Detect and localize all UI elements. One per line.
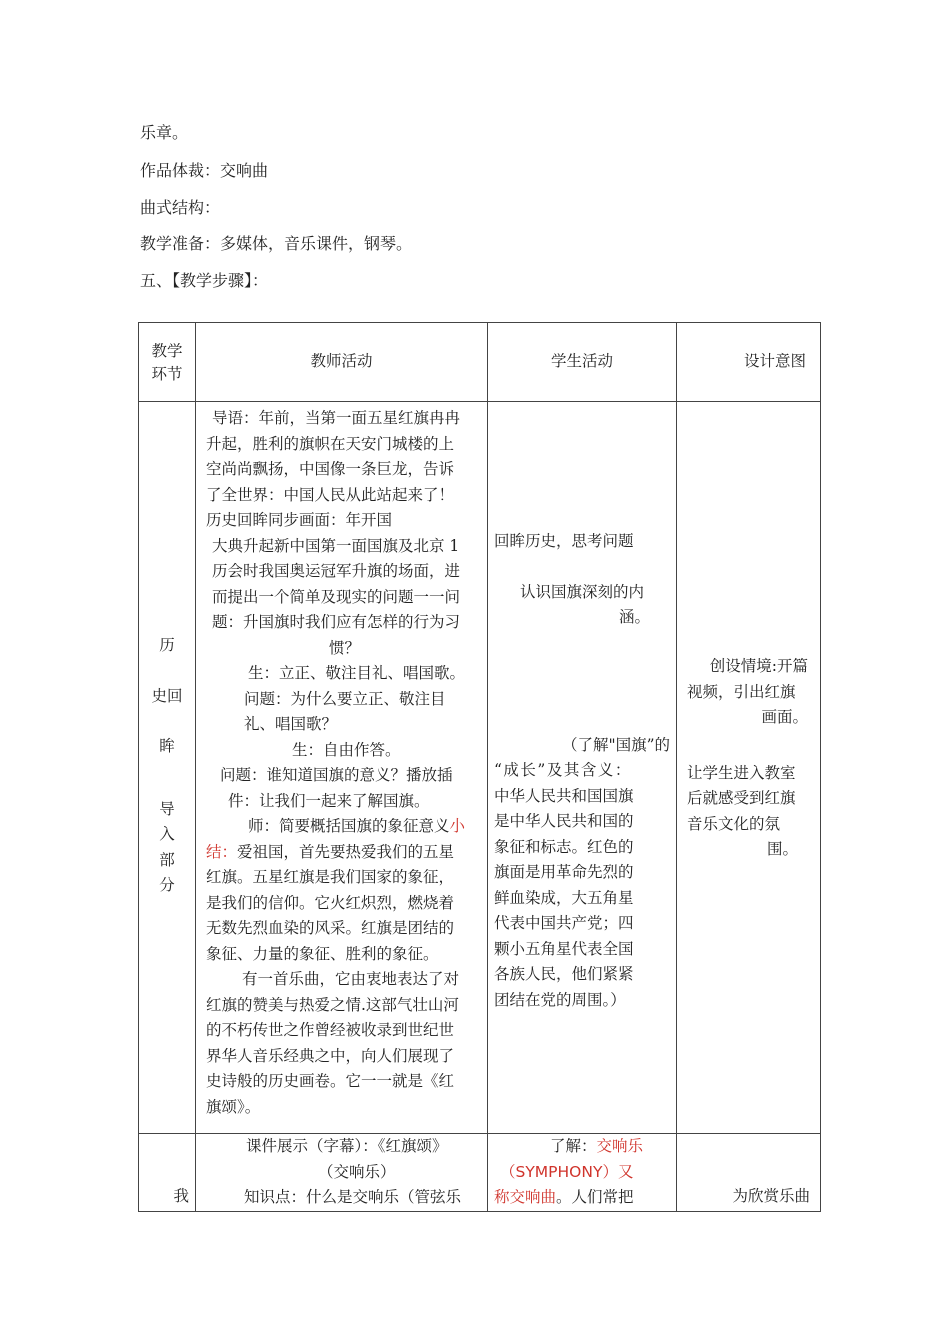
stage-char: 史回 xyxy=(151,686,183,705)
text-line: 红旗。五星红旗是我们国家的象征， xyxy=(206,868,455,886)
text-line: 代表中国共产党；四 xyxy=(494,914,634,932)
text-line: 史诗般的历史画卷。它一一就是《红 xyxy=(206,1072,455,1090)
text-line: 后就感受到红旗 xyxy=(687,789,796,807)
table-row xyxy=(139,1134,821,1212)
text-line xyxy=(494,1134,670,1160)
text-line: 涵。 xyxy=(618,608,650,626)
text-line: 大典升起新中国第一面国旗及北京 1 xyxy=(212,536,460,555)
intro-line-1: 乐章。 xyxy=(140,123,189,142)
text-line: 导语：年前，当第一面五星红旗冉冉 xyxy=(212,409,461,427)
text-line: 音乐文化的氛 xyxy=(687,814,781,833)
symphony-alias-term: 称交响曲 xyxy=(494,1188,557,1206)
text-line: 生：自由作答。 xyxy=(292,740,401,759)
text-line: 是中华人民共和国的 xyxy=(494,812,634,830)
text-line xyxy=(206,814,483,840)
text-line: 鲜血染成，大五角星 xyxy=(494,888,634,907)
stage-char: 导 xyxy=(159,799,175,818)
text-line: 围。 xyxy=(766,840,798,858)
text-line: 空尚尚飘扬，中国像一条巨龙，告诉 xyxy=(206,460,455,478)
text-line: 视频，引出红旗 xyxy=(687,682,796,701)
text-line: 团结在党的周围。） xyxy=(494,990,626,1009)
text-line: 认识国旗深刻的内 xyxy=(520,582,645,601)
header-student: 学生活动 xyxy=(488,323,677,402)
text-line: 历会时我国奥运冠军升旗的场面，进 xyxy=(212,562,461,580)
text-line: 象征和标志。红色的 xyxy=(494,837,634,856)
stage-cell-history xyxy=(139,402,196,1134)
text-line: 生：立正、敬注目礼、唱国歌。 xyxy=(248,664,466,682)
text-line: 界华人音乐经典之中，向人们展现了 xyxy=(206,1046,455,1065)
student-activity-cell xyxy=(488,402,677,1134)
text-segment: 。人们常把 xyxy=(556,1188,634,1206)
text-line: 各族人民，他们紧紧 xyxy=(494,965,634,983)
design-intent-cell xyxy=(677,402,821,1134)
text-line: 是我们的信仰。它火红炽烈，燃烧着 xyxy=(206,893,455,912)
stage-char: 入 xyxy=(159,825,175,843)
stage-char: 我 xyxy=(173,1187,189,1205)
intro-line-2: 作品体裁：交响曲 xyxy=(140,161,269,180)
text-line: 回眸历史，思考问题 xyxy=(494,532,634,550)
stage-cell-2 xyxy=(139,1134,196,1212)
text-segment: 师：简要概括国旗的象征意义 xyxy=(248,817,450,835)
intro-line-4: 教学准备：多媒体，音乐课件，钢琴。 xyxy=(140,234,413,253)
student-activity-cell-2 xyxy=(488,1134,677,1212)
intro-line-3: 曲式结构： xyxy=(140,198,221,217)
teaching-steps-table xyxy=(138,322,821,1212)
text-line: 有一首乐曲，它由衷地表达了对 xyxy=(242,970,460,988)
text-segment: 了解： xyxy=(550,1137,597,1155)
teacher-activity-cell-2 xyxy=(196,1134,488,1212)
text-line: 颗小五角星代表全国 xyxy=(494,939,634,958)
text-line: 中华人民共和国国旗 xyxy=(494,786,634,805)
text-line: 课件展示（字幕）：《红旗颂》 xyxy=(246,1137,448,1155)
header-intent: 设计意图 xyxy=(677,323,821,402)
summary-label-highlight: 结： xyxy=(206,842,238,861)
text-line: “成长”及其含义： xyxy=(494,761,632,779)
text-line: 了全世界：中国人民从此站起来了！ xyxy=(206,485,455,504)
table-header-row xyxy=(139,323,821,402)
text-line: 惯？ xyxy=(328,638,360,657)
text-line: 象征、力量的象征、胜利的象征。 xyxy=(206,944,439,963)
text-line: 问题：为什么要立正、敬注目 xyxy=(244,689,446,708)
header-teacher: 教师活动 xyxy=(196,323,488,402)
text-line: （了解"国旗”的 xyxy=(561,735,670,754)
header-stage xyxy=(139,323,196,402)
stage-char: 历 xyxy=(159,636,175,654)
stage-char: 部 xyxy=(159,850,175,869)
text-line: （交响乐） xyxy=(318,1162,396,1181)
text-line: 件：让我们一起来了解国旗。 xyxy=(228,791,430,810)
text-line: 画面。 xyxy=(761,708,808,726)
text-line xyxy=(206,840,483,866)
table-row xyxy=(139,402,821,1134)
text-line: 创设情境:开篇 xyxy=(709,657,808,675)
stage-char: 眸 xyxy=(159,737,175,755)
text-line: 题：升国旗时我们应有怎样的行为习 xyxy=(212,613,461,631)
teacher-activity-cell xyxy=(196,402,488,1134)
text-line: 而提出一个简单及现实的问题一一问 xyxy=(212,587,461,606)
text-line: 的不朽传世之作曾经被收录到世纪世 xyxy=(206,1021,455,1039)
text-line: 红旗的赞美与热爱之情.这部气壮山河 xyxy=(206,995,459,1014)
text-segment: 爱祖国，首先要热爱我们的五星 xyxy=(237,842,455,861)
text-line: 礼、唱国歌？ xyxy=(244,715,338,733)
text-line: 升起，胜利的旗帜在天安门城楼的上 xyxy=(206,434,455,453)
text-line: 知识点：什么是交响乐（管弦乐 xyxy=(244,1188,462,1206)
text-line: 历史回眸同步画面：年开国 xyxy=(206,511,393,529)
text-line: 无数先烈血染的风采。红旗是团结的 xyxy=(206,919,455,937)
text-line xyxy=(494,1185,670,1211)
header-stage-line-2: 环节 xyxy=(151,365,183,383)
stage-char: 分 xyxy=(159,876,175,894)
header-stage-line-1: 教学 xyxy=(151,342,183,360)
text-line: 旗颂》。 xyxy=(206,1097,261,1116)
symphony-english-term: （SYMPHONY）又 xyxy=(500,1162,634,1181)
text-line: 问题：谁知道国旗的意义？播放插 xyxy=(220,766,453,784)
intro-line-5: 五、【教学步骤】： xyxy=(140,271,269,290)
summary-label-highlight: 小 xyxy=(449,817,466,835)
symphony-term: 交响乐 xyxy=(596,1137,644,1155)
text-line: 旗面是用革命先烈的 xyxy=(494,863,634,881)
text-line: 让学生进入教室 xyxy=(687,763,796,782)
design-intent-cell-2 xyxy=(677,1134,821,1212)
text-line xyxy=(494,1160,670,1186)
text-line: 为欣赏乐曲 xyxy=(732,1187,810,1205)
